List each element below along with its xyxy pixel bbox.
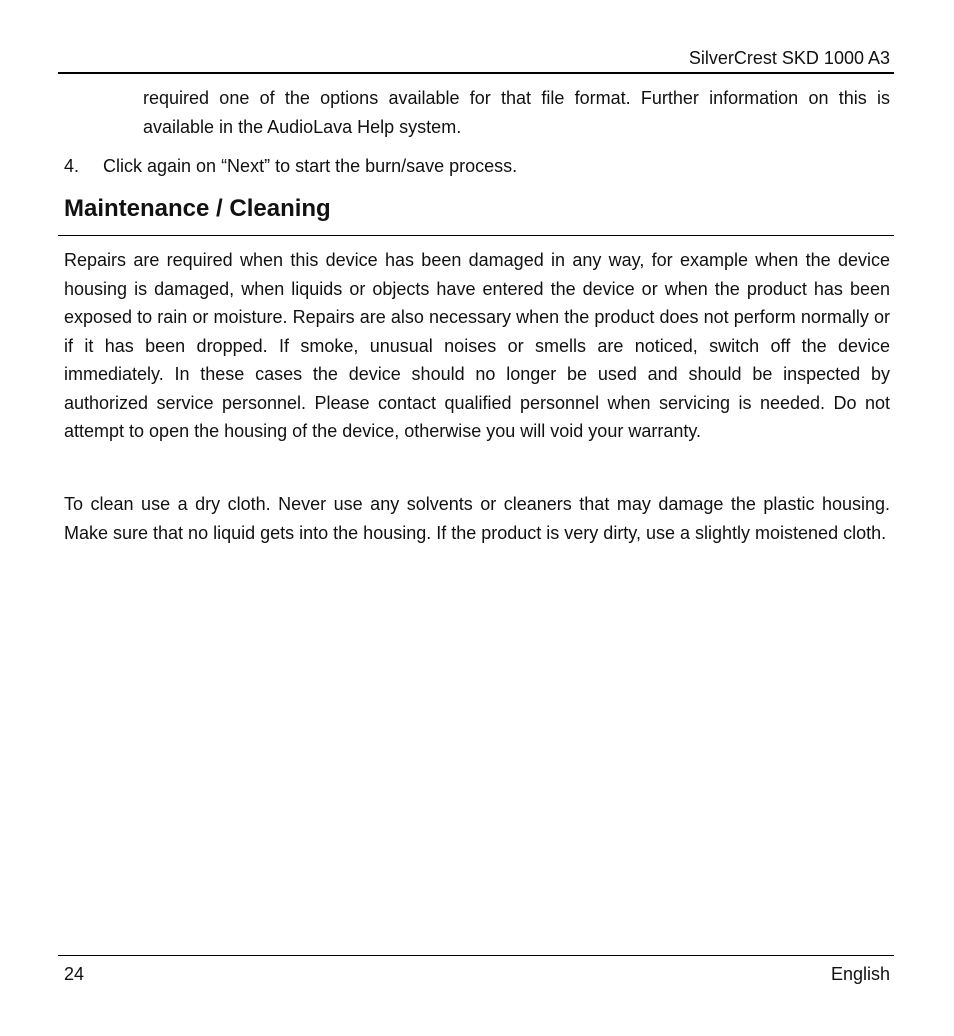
step-number: 4.: [64, 156, 80, 176]
footer-language: English: [830, 964, 890, 984]
page-number: 24: [64, 964, 85, 984]
repairs-paragraph: Repairs are required when this device has been damaged in any way, for example when the device housing is damaged, when liquids or objects have entered the device or when the product has been exposed to rain or moisture. Repairs are also necessary when the product does not perform normally or if it has been dropped. If smoke, unusual noises or smells are noticed, switch off the device immediately. In these cases the device should no longer be used and should be inspected by authorized service personnel. Please contact qualified personnel when servicing is needed. Do not attempt to open the housing of the device, otherwise you will void your warranty.: [64, 250, 890, 441]
step-text: Click again on “Next” to start the burn/save process.: [103, 156, 518, 176]
section-heading: Maintenance / Cleaning: [64, 195, 331, 222]
footer-rule: [58, 955, 894, 956]
continuation-paragraph: required one of the options available for that file format. Further information on this is available in the AudioLava Help system.: [143, 88, 890, 137]
running-header: SilverCrest SKD 1000 A3: [688, 48, 890, 68]
header-rule: [58, 72, 894, 74]
cleaning-paragraph: To clean use a dry cloth. Never use any solvents or cleaners that may damage the plastic housing. Make sure that no liquid gets into the housing. If the product is very dirty, use a slightly moistened cloth.: [64, 494, 890, 543]
step-item: [64, 152, 890, 181]
heading-rule: [58, 235, 894, 236]
